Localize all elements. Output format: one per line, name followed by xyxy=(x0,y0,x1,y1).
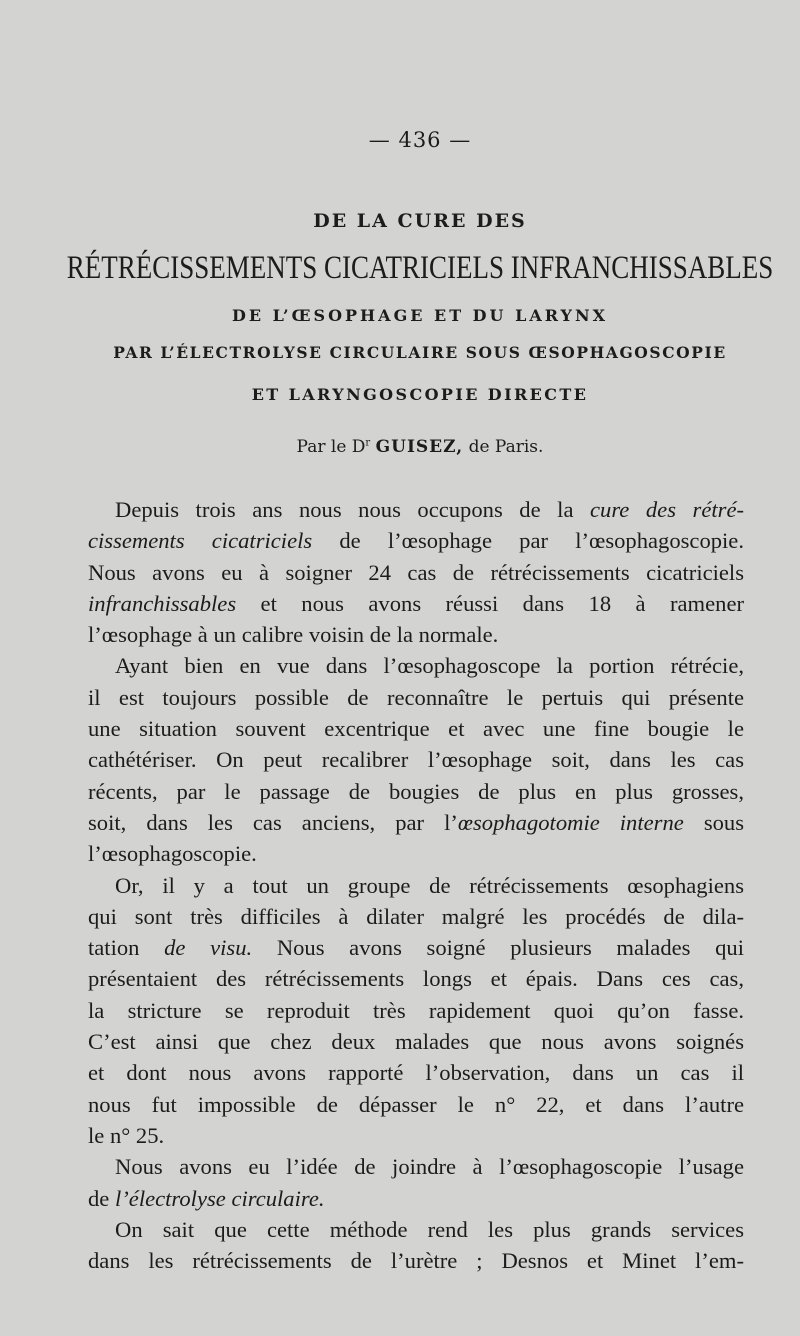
title-line-3: DE L’ŒSOPHAGE ET DU LARYNX xyxy=(232,306,608,325)
text-run: Nous avons soigné plusieurs malades qui xyxy=(252,935,744,961)
text-line xyxy=(88,494,744,525)
text-run: et nous avons réussi dans 18 à ramener xyxy=(236,590,744,616)
text-line: l’œsophage à un calibre voisin de la normale. xyxy=(88,622,499,648)
byline-prefix: Par le D xyxy=(296,437,366,457)
text-line: le n° 25. xyxy=(88,1122,165,1148)
text-line xyxy=(88,588,744,619)
text-line: l’œsophagoscopie. xyxy=(88,841,257,867)
text-line xyxy=(88,1183,744,1214)
text-run: Depuis trois ans nous nous occupons de la xyxy=(115,497,591,522)
text-line: qui sont très difficiles à dilater malgré les procédés de dila- xyxy=(88,903,744,929)
title-line-2: RÉTRÉCISSEMENTS CICATRICIELS INFRANCHISSABLES xyxy=(66,248,774,286)
author-byline xyxy=(0,437,800,457)
text-line: et dont nous avons rapporté l’observation, dans un cas il xyxy=(88,1060,744,1086)
text-line: une situation souvent excentrique et avec une fine bougie le xyxy=(88,716,744,742)
text-line: C’est ainsi que chez deux malades que nous avons soignés xyxy=(88,1029,744,1055)
byline-suffix: de Paris. xyxy=(463,437,544,457)
italic-run: infranchissables xyxy=(88,590,237,616)
text-line: la stricture se reproduit très rapidement quoi qu’on fasse. xyxy=(88,997,744,1023)
italic-run: de visu. xyxy=(164,935,253,961)
text-line: dans les rétrécissements de l’urètre ; Desnos et Minet l’em- xyxy=(88,1248,744,1274)
text-line: On sait que cette méthode rend les plus grands services xyxy=(115,1216,744,1242)
title-line-5: ET LARYNGOSCOPIE DIRECTE xyxy=(251,385,589,404)
text-run: soit, dans les cas anciens, par l’ xyxy=(88,809,458,835)
italic-run: cure des rétré- xyxy=(590,497,744,522)
text-line: il est toujours possible de reconnaître le pertuis qui présente xyxy=(88,684,744,710)
author-name: GUISEZ, xyxy=(375,437,464,457)
italic-run: cissements cicatriciels xyxy=(88,528,313,554)
text-line: Nous avons eu à soigner 24 cas de rétrécissements cicatriciels xyxy=(88,559,744,585)
italic-run: œsophagotomie interne xyxy=(457,809,684,835)
text-line: récents, par le passage de bougies de plus en plus grosses, xyxy=(88,778,744,804)
text-run: tation xyxy=(88,935,165,961)
title-line-1: DE LA CURE DES xyxy=(313,210,527,232)
title-line-4: PAR L’ÉLECTROLYSE CIRCULAIRE SOUS ŒSOPHAGOSCOPIE xyxy=(113,343,727,362)
text-line: présentaient des rétrécissements longs et épais. Dans ces cas, xyxy=(88,966,744,992)
italic-run: l’électrolyse circulaire. xyxy=(114,1185,325,1211)
body-text xyxy=(88,494,744,1276)
text-line: Or, il y a tout un groupe de rétrécissements œsophagiens xyxy=(115,872,744,898)
text-run: de xyxy=(88,1185,115,1211)
text-line: Nous avons eu l’idée de joindre à l’œsophagoscopie l’usage xyxy=(115,1154,744,1180)
text-line xyxy=(88,525,744,556)
text-run: de l’œsophage par l’œsophagoscopie. xyxy=(312,528,744,554)
text-line: cathétériser. On peut recalibrer l’œsophage soit, dans les cas xyxy=(88,747,744,773)
text-run: sous xyxy=(683,809,744,835)
byline-sup: r xyxy=(365,437,371,449)
text-line xyxy=(88,807,744,838)
page-number: — 436 — xyxy=(368,128,472,152)
text-line xyxy=(88,932,744,963)
text-line: nous fut impossible de dépasser le n° 22, et dans l’autre xyxy=(88,1091,744,1117)
text-line: Ayant bien en vue dans l’œsophagoscope la portion rétrécie, xyxy=(115,653,744,679)
